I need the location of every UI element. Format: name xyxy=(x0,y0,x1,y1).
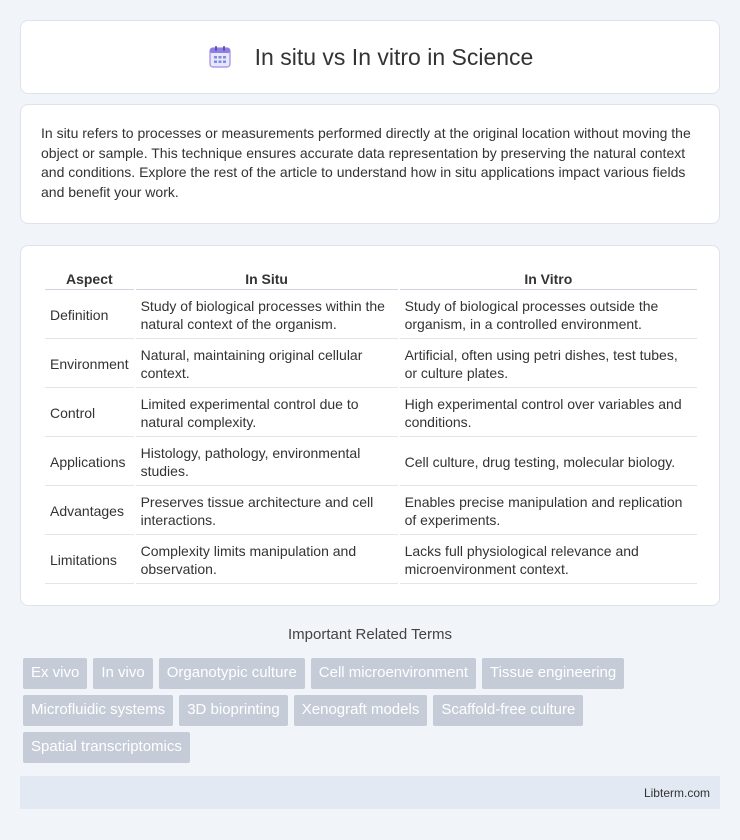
row-aspect: Advantages xyxy=(45,488,134,535)
term-tag-ex-vivo[interactable]: Ex vivo xyxy=(23,658,87,689)
comparison-table-card xyxy=(20,245,720,606)
related-terms-list xyxy=(23,658,723,769)
row-in-vitro: Cell culture, drug testing, molecular biology. xyxy=(400,439,697,486)
table-row xyxy=(45,341,697,388)
calendar-icon xyxy=(207,44,233,70)
term-tag-organotypic-culture[interactable]: Organotypic culture xyxy=(159,658,305,689)
row-aspect: Environment xyxy=(45,341,134,388)
intro-text: In situ refers to processes or measurements performed directly at the original location without moving the object or sample. This technique ensures accurate data representation by preserving the natural context and conditions. Explore the rest of the article to understand how in situ applications impact various fields and benefit your work. xyxy=(41,125,691,200)
intro-section xyxy=(20,104,720,224)
related-terms-title: Important Related Terms xyxy=(288,626,452,643)
table-row xyxy=(45,537,697,584)
header-in-situ: In Situ xyxy=(136,268,398,290)
row-in-situ: Histology, pathology, environmental studies. xyxy=(136,439,398,486)
row-in-situ: Preserves tissue architecture and cell interactions. xyxy=(136,488,398,535)
term-tag-scaffold-free-culture[interactable]: Scaffold-free culture xyxy=(433,695,583,726)
term-tag-spatial-transcriptomics[interactable]: Spatial transcriptomics xyxy=(23,732,190,763)
term-tag-xenograft-models[interactable]: Xenograft models xyxy=(294,695,428,726)
page-title: In situ vs In vitro in Science xyxy=(254,43,534,70)
page-footer xyxy=(20,776,720,809)
term-tag-tissue-engineering[interactable]: Tissue engineering xyxy=(482,658,624,689)
page-header xyxy=(20,20,720,94)
table-row xyxy=(45,488,697,535)
row-aspect: Limitations xyxy=(45,537,134,584)
term-tag-microfluidic-systems[interactable]: Microfluidic systems xyxy=(23,695,173,726)
table-row xyxy=(45,439,697,486)
row-in-situ: Limited experimental control due to natural complexity. xyxy=(136,390,398,437)
row-in-vitro: Study of biological processes outside the organism, in a controlled environment. xyxy=(400,292,697,339)
comparison-table xyxy=(43,266,699,586)
row-in-vitro: Lacks full physiological relevance and microenvironment context. xyxy=(400,537,697,584)
table-header-row xyxy=(45,268,697,290)
row-in-situ: Natural, maintaining original cellular context. xyxy=(136,341,398,388)
row-aspect: Definition xyxy=(45,292,134,339)
header-aspect: Aspect xyxy=(45,268,134,290)
row-in-situ: Study of biological processes within the natural context of the organism. xyxy=(136,292,398,339)
row-aspect: Applications xyxy=(45,439,134,486)
footer-site-link[interactable]: Libterm.com xyxy=(643,785,710,800)
term-tag-in-vivo[interactable]: In vivo xyxy=(93,658,152,689)
row-in-situ: Complexity limits manipulation and observation. xyxy=(136,537,398,584)
row-in-vitro: High experimental control over variables and conditions. xyxy=(400,390,697,437)
term-tag-cell-microenvironment[interactable]: Cell microenvironment xyxy=(311,658,476,689)
row-in-vitro: Artificial, often using petri dishes, test tubes, or culture plates. xyxy=(400,341,697,388)
table-row xyxy=(45,292,697,339)
row-in-vitro: Enables precise manipulation and replication of experiments. xyxy=(400,488,697,535)
table-row xyxy=(45,390,697,437)
term-tag-3d-bioprinting[interactable]: 3D bioprinting xyxy=(179,695,288,726)
row-aspect: Control xyxy=(45,390,134,437)
header-in-vitro: In Vitro xyxy=(400,268,697,290)
